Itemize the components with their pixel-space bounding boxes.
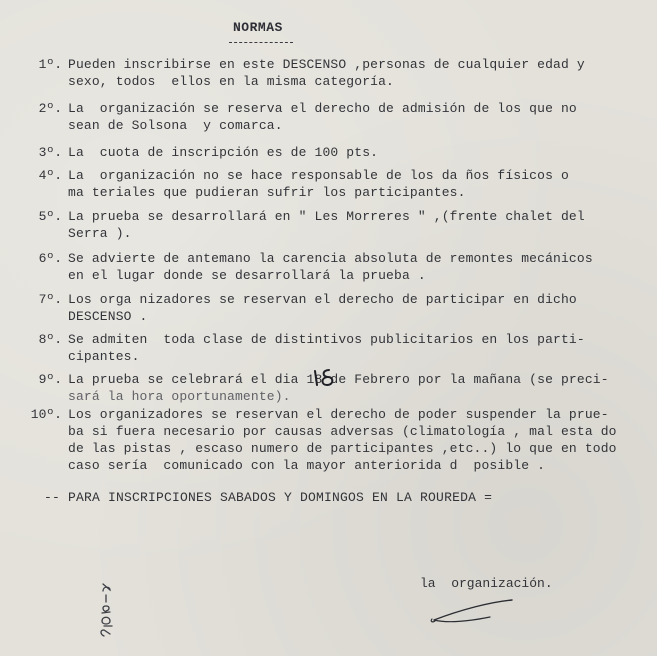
rule-line: sará la hora oportunamente). <box>68 389 291 404</box>
rule-number: 3º. <box>38 145 62 160</box>
rule-line: Se admiten toda clase de distintivos publicitarios en los parti- <box>68 332 585 347</box>
footer-note: -- PARA INSCRIPCIONES SABADOS Y DOMINGOS EN LA ROUREDA = <box>44 490 493 505</box>
document-title: NORMAS <box>233 20 283 35</box>
rule-line: Los orga nizadores se reservan el derecho de participar en dicho <box>68 292 577 307</box>
rule-line: La cuota de inscripción es de 100 pts. <box>68 145 379 160</box>
rule-line: caso sería comunicado con la mayor anteriorida d posible . <box>68 458 546 473</box>
rule-line: sean de Solsona y comarca. <box>68 118 283 133</box>
rule-number: 10º. <box>30 407 62 422</box>
rule-number: 8º. <box>38 332 62 347</box>
rule-line: Pueden inscribirse en este DESCENSO ,personas de cualquier edad y <box>68 57 585 72</box>
rule-line: ba si fuera necesario por causas adversas (climatología , mal esta do <box>68 424 617 439</box>
rule-number: 5º. <box>38 209 62 224</box>
signature-scribble <box>420 590 580 630</box>
rule-line: sexo, todos ellos en la misma categoría. <box>68 74 395 89</box>
rule-number: 1º. <box>38 57 62 72</box>
rule-line: de las pistas , escaso numero de participantes ,etc..) lo que en todo <box>68 441 617 456</box>
rule-number: 9º. <box>38 372 62 387</box>
rule-line: Se advierte de antemano la carencia absoluta de remontes mecánicos <box>68 251 593 266</box>
title-underline <box>229 42 293 43</box>
rule-line: Los organizadores se reservan el derecho de poder suspender la prue- <box>68 407 609 422</box>
rule-number: 2º. <box>38 101 62 116</box>
rule-line: DESCENSO . <box>68 309 148 324</box>
rule-number: 6º. <box>38 251 62 266</box>
rule-line: en el lugar donde se desarrollará la prueba . <box>68 268 426 283</box>
rule-line: ma teriales que pudieran sufrir los participantes. <box>68 185 466 200</box>
rule-line: La prueba se celebrará el dia 18 de Febrero por la mañana (se preci- <box>68 372 609 387</box>
rule-number: 7º. <box>38 292 62 307</box>
rule-line: La organización no se hace responsable de los da ños físicos o <box>68 168 569 183</box>
signature-label: la organización. <box>420 576 553 591</box>
archive-number-handwritten <box>96 580 126 640</box>
rule-line: La prueba se desarrollará en " Les Morreres " ,(frente chalet del <box>68 209 585 224</box>
handwritten-date-mark <box>311 367 337 389</box>
rule-line: La organización se reserva el derecho de admisión de los que no <box>68 101 577 116</box>
rule-line: cipantes. <box>68 349 140 364</box>
rule-number: 4º. <box>38 168 62 183</box>
rule-line: Serra ). <box>68 226 132 241</box>
